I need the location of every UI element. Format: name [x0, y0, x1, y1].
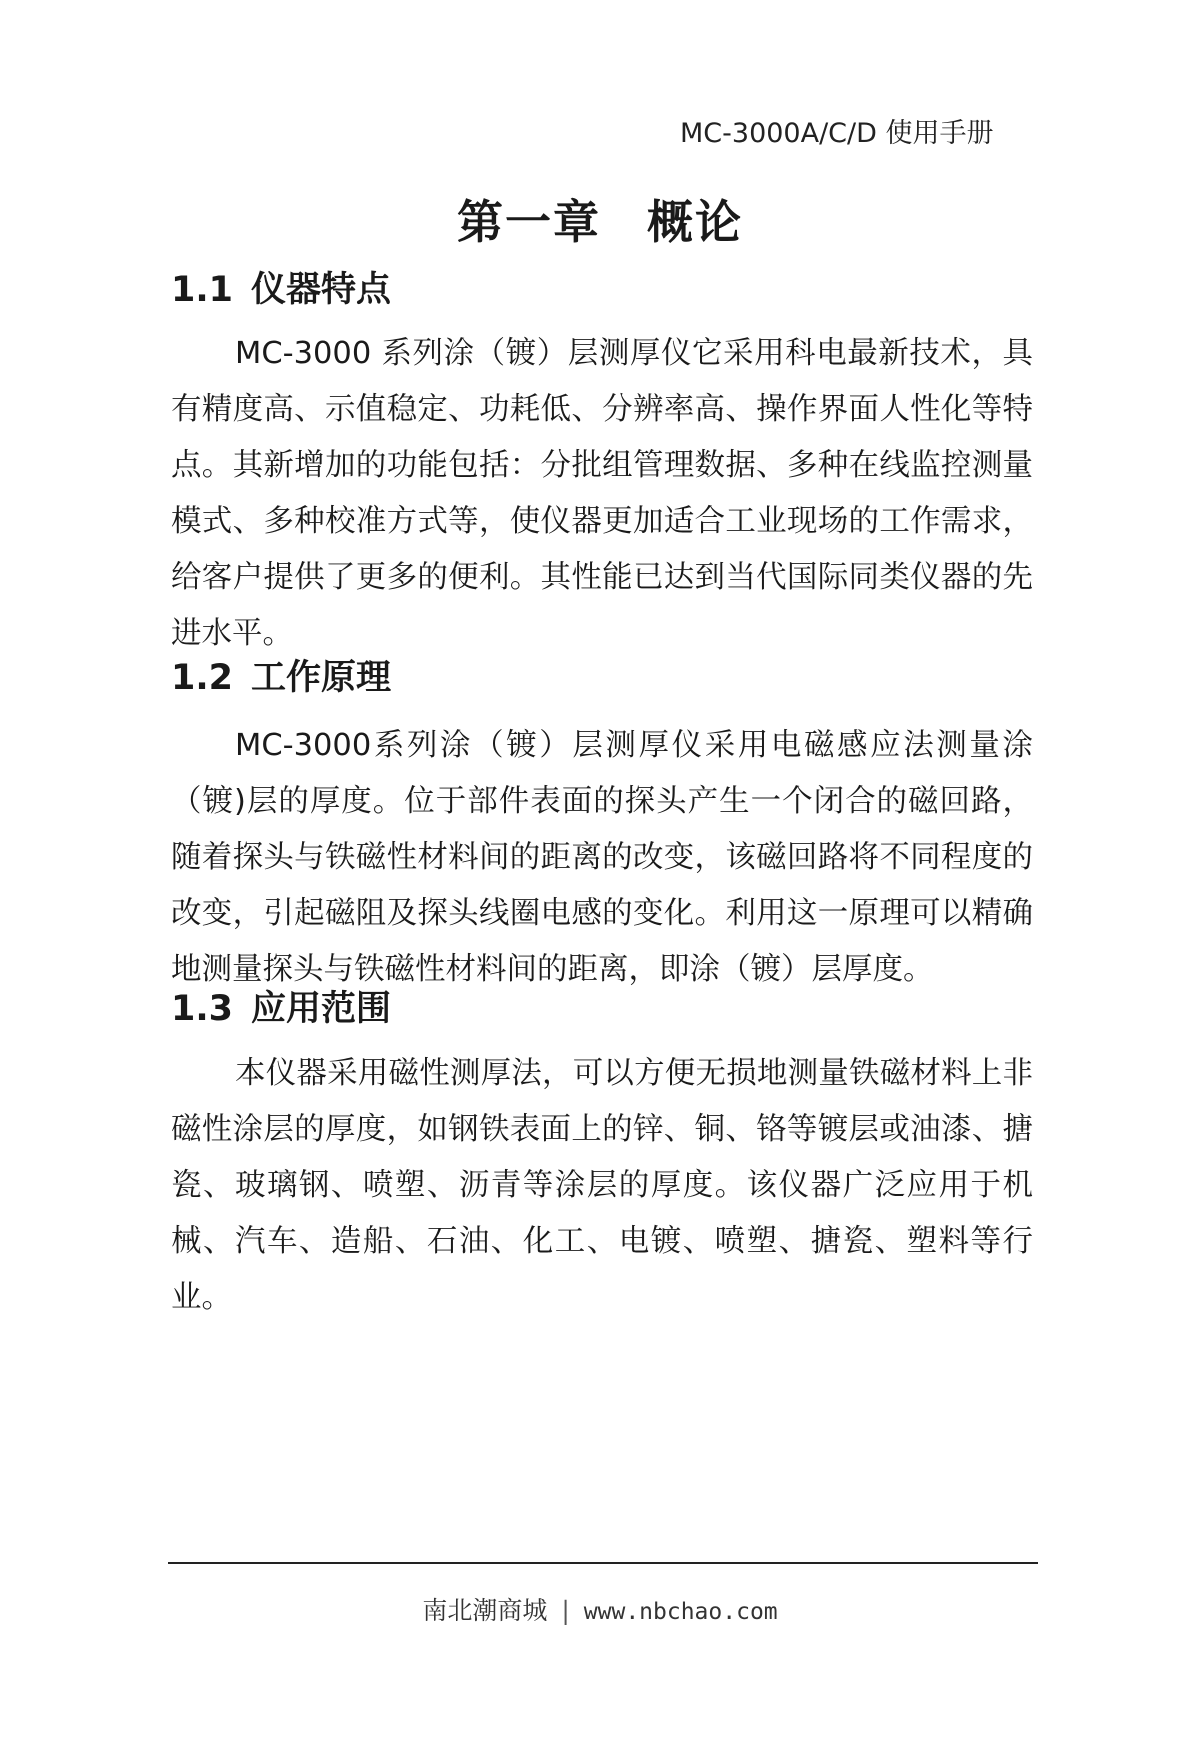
- section-heading-1-2: [171, 654, 391, 702]
- section-heading-1-3: [171, 985, 391, 1033]
- section-body-1-1: MC-3000 系列涂（镀）层测厚仪它采用科电最新技术，具有精度高、示值稳定、功耗低、分辨率高、操作界面人性化等特点。其新增加的功能包括：分批组管理数据、多种在线监控测量模式、多种校准方式等，使仪器更加适合工业现场的工作需求，给客户提供了更多的便利。其性能已达到当代国际同类仪器的先进水平。: [171, 336, 1033, 651]
- running-header: MC-3000A/C/D 使用手册: [680, 118, 994, 149]
- footer: [0, 1593, 1200, 1630]
- chapter-label: 第一章: [457, 195, 601, 249]
- section-number: 1.3: [171, 989, 234, 1029]
- section-title: 仪器特点: [251, 270, 392, 310]
- section-number: 1.2: [171, 658, 234, 698]
- section-number: 1.1: [171, 270, 234, 310]
- footer-rule: [168, 1562, 1038, 1564]
- chapter-title: [0, 190, 1200, 254]
- footer-separator: |: [561, 1596, 570, 1625]
- section-title: 工作原理: [251, 658, 392, 698]
- section-body-1-3: 本仪器采用磁性测厚法，可以方便无损地测量铁磁材料上非磁性涂层的厚度，如钢铁表面上的锌、铜、铬等镀层或油漆、搪瓷、玻璃钢、喷塑、沥青等涂层的厚度。该仪器广泛应用于机械、汽车、造船、石油、化工、电镀、喷塑、搪瓷、塑料等行业。: [171, 1056, 1033, 1315]
- section-title: 应用范围: [251, 989, 392, 1029]
- footer-site-name: 南北潮商城: [422, 1596, 548, 1625]
- section-heading-1-1: [171, 266, 391, 314]
- footer-url[interactable]: www.nbchao.com: [583, 1599, 778, 1625]
- section-body-1-2: MC-3000系列涂（镀）层测厚仪采用电磁感应法测量涂（镀)层的厚度。位于部件表面的探头产生一个闭合的磁回路，随着探头与铁磁性材料间的距离的改变，该磁回路将不同程度的改变，引起磁阻及探头线圈电感的变化。利用这一原理可以精确地测量探头与铁磁性材料间的距离，即涂（镀）层厚度。: [171, 728, 1033, 987]
- chapter-name: 概论: [647, 195, 743, 249]
